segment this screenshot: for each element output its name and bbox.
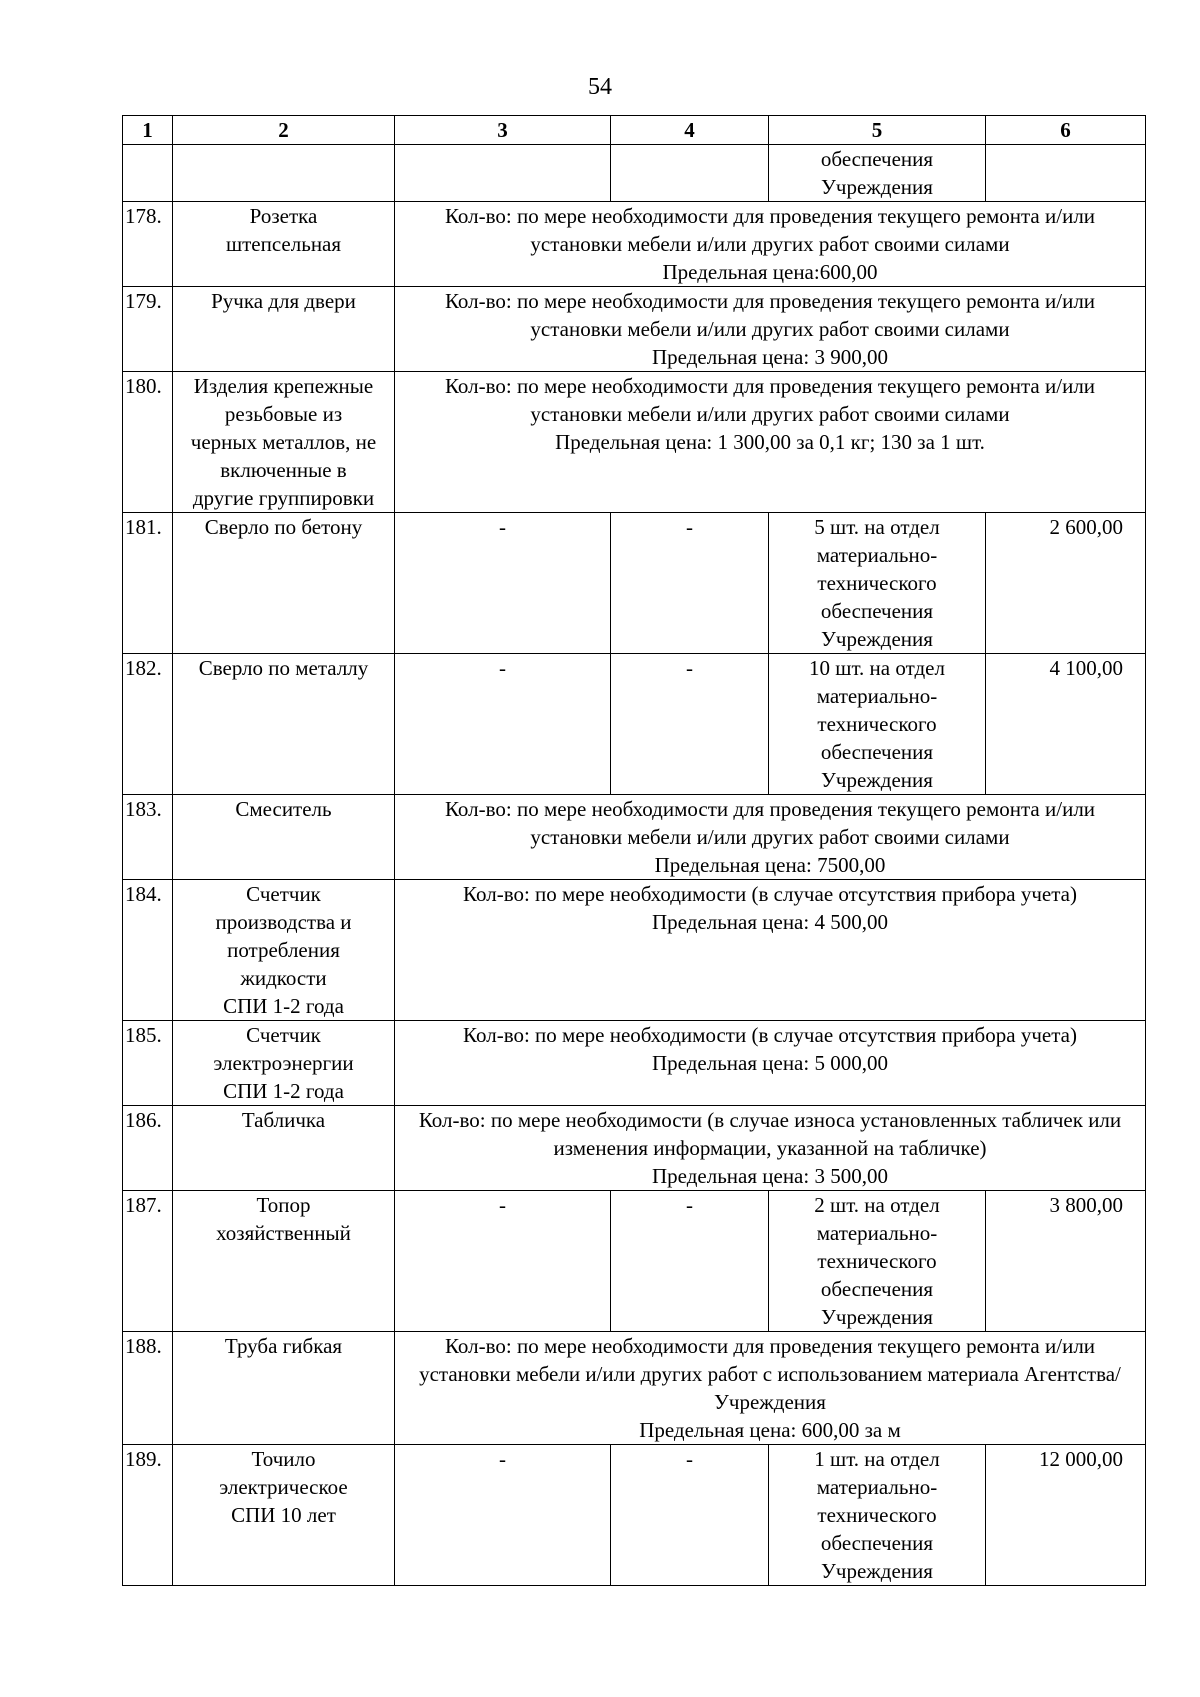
cell-name: Изделия крепежные резьбовые из черных металлов, не включенные в другие группировки <box>173 372 395 513</box>
cell-name: Труба гибкая <box>173 1332 395 1445</box>
cell-name: Табличка <box>173 1106 395 1191</box>
cell-name: Ручка для двери <box>173 287 395 372</box>
cell-number: 183. <box>123 795 173 880</box>
column-header: 1 <box>123 116 173 145</box>
table-row <box>123 1106 1146 1191</box>
cell-number: 182. <box>123 654 173 795</box>
cell-name: Счетчик электроэнергии СПИ 1-2 года <box>173 1021 395 1106</box>
table-row <box>123 880 1146 1021</box>
cell-number: 186. <box>123 1106 173 1191</box>
table-row <box>123 654 1146 795</box>
cell-price: 2 600,00 <box>986 513 1146 654</box>
cell-recipient: обеспечения Учреждения <box>769 145 986 202</box>
cell-name: Сверло по металлу <box>173 654 395 795</box>
cell-merged-terms: Кол-во: по мере необходимости для проведения текущего ремонта и/или установки мебели и/или других работ своими силами Предельная цена: 1 300,00 за 0,1 кг; 130 за 1 шт. <box>395 372 1146 513</box>
column-header: 2 <box>173 116 395 145</box>
cell-col4: - <box>611 1191 769 1332</box>
cell-price: 3 800,00 <box>986 1191 1146 1332</box>
table-row <box>123 372 1146 513</box>
cell-name: Сверло по бетону <box>173 513 395 654</box>
cell-number: 184. <box>123 880 173 1021</box>
cell-merged-terms: Кол-во: по мере необходимости для проведения текущего ремонта и/или установки мебели и/или других работ своими силами Предельная цена: 7500,00 <box>395 795 1146 880</box>
continuation-row <box>123 145 1146 202</box>
cell-price: 4 100,00 <box>986 654 1146 795</box>
cell-number: 180. <box>123 372 173 513</box>
cell-empty <box>611 145 769 202</box>
cell-col4: - <box>611 654 769 795</box>
table-row <box>123 1332 1146 1445</box>
cell-col4: - <box>611 513 769 654</box>
cell-col3: - <box>395 1191 611 1332</box>
table-row <box>123 287 1146 372</box>
column-header: 3 <box>395 116 611 145</box>
column-header: 6 <box>986 116 1146 145</box>
cell-number: 189. <box>123 1445 173 1586</box>
cell-empty <box>123 145 173 202</box>
cell-col4: - <box>611 1445 769 1586</box>
table-row <box>123 795 1146 880</box>
cell-merged-terms: Кол-во: по мере необходимости (в случае отсутствия прибора учета) Предельная цена: 5 000,00 <box>395 1021 1146 1106</box>
cell-col3: - <box>395 1445 611 1586</box>
cell-merged-terms: Кол-во: по мере необходимости для проведения текущего ремонта и/или установки мебели и/или других работ с использованием материала Агентства/Учреждения Предельная цена: 600,00 за м <box>395 1332 1146 1445</box>
cell-price: 12 000,00 <box>986 1445 1146 1586</box>
cell-number: 187. <box>123 1191 173 1332</box>
cell-number: 185. <box>123 1021 173 1106</box>
cell-name: Смеситель <box>173 795 395 880</box>
procurement-table <box>122 115 1146 1586</box>
cell-col3: - <box>395 654 611 795</box>
cell-empty <box>986 145 1146 202</box>
cell-number: 178. <box>123 202 173 287</box>
column-header: 4 <box>611 116 769 145</box>
cell-name: Точило электрическое СПИ 10 лет <box>173 1445 395 1586</box>
cell-merged-terms: Кол-во: по мере необходимости для проведения текущего ремонта и/или установки мебели и/или других работ своими силами Предельная цена: 3 900,00 <box>395 287 1146 372</box>
cell-name: Топор хозяйственный <box>173 1191 395 1332</box>
cell-name: Счетчик производства и потребления жидкости СПИ 1-2 года <box>173 880 395 1021</box>
table-row <box>123 202 1146 287</box>
table-row <box>123 513 1146 654</box>
cell-number: 179. <box>123 287 173 372</box>
table-row <box>123 1445 1146 1586</box>
column-header-row <box>123 116 1146 145</box>
page-number: 54 <box>588 74 612 100</box>
cell-col3: - <box>395 513 611 654</box>
cell-name: Розетка штепсельная <box>173 202 395 287</box>
column-header: 5 <box>769 116 986 145</box>
cell-quantity: 2 шт. на отдел материально- технического обеспечения Учреждения <box>769 1191 986 1332</box>
cell-merged-terms: Кол-во: по мере необходимости для проведения текущего ремонта и/или установки мебели и/или других работ своими силами Предельная цена:600,00 <box>395 202 1146 287</box>
cell-merged-terms: Кол-во: по мере необходимости (в случае износа установленных табличек или изменения информации, указанной на табличке) Предельная цена: 3 500,00 <box>395 1106 1146 1191</box>
cell-quantity: 5 шт. на отдел материально- технического обеспечения Учреждения <box>769 513 986 654</box>
cell-merged-terms: Кол-во: по мере необходимости (в случае отсутствия прибора учета) Предельная цена: 4 500,00 <box>395 880 1146 1021</box>
table-row <box>123 1021 1146 1106</box>
cell-empty <box>173 145 395 202</box>
cell-quantity: 10 шт. на отдел материально- технического обеспечения Учреждения <box>769 654 986 795</box>
cell-empty <box>395 145 611 202</box>
cell-number: 188. <box>123 1332 173 1445</box>
cell-quantity: 1 шт. на отдел материально- технического обеспечения Учреждения <box>769 1445 986 1586</box>
cell-number: 181. <box>123 513 173 654</box>
table-row <box>123 1191 1146 1332</box>
